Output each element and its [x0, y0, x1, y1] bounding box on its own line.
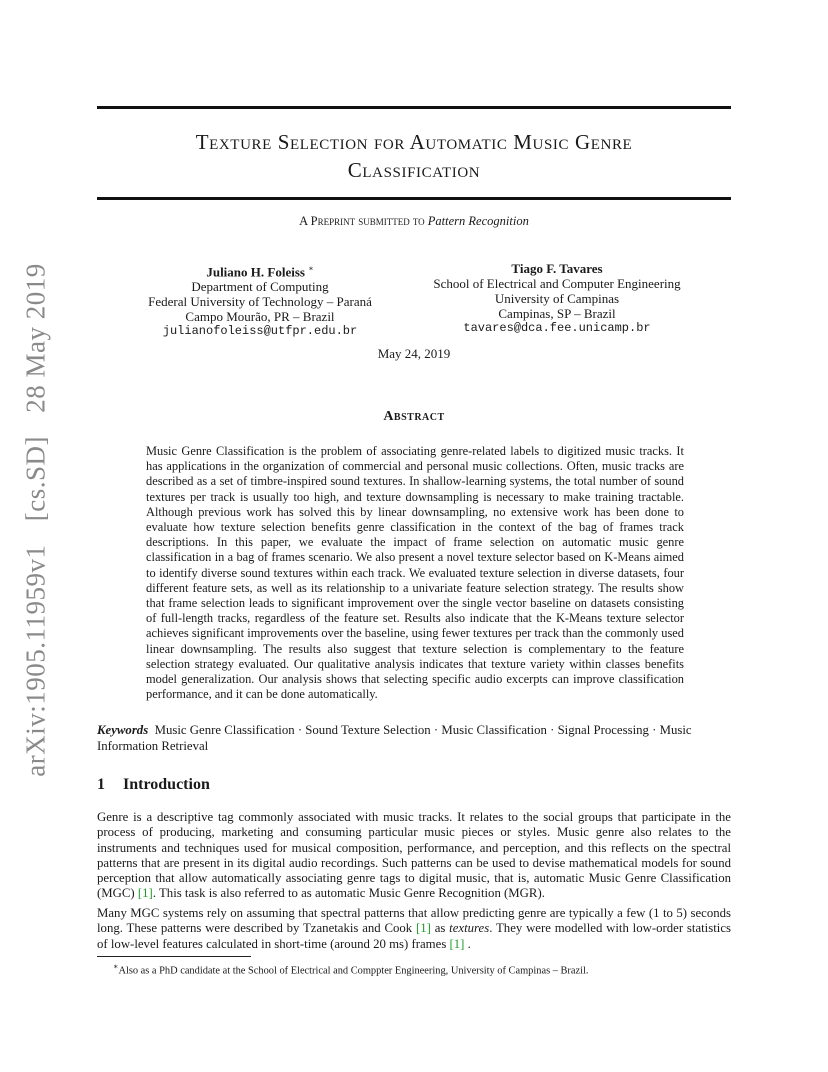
author-block-2 — [416, 261, 698, 336]
publication-date: May 24, 2019 — [377, 346, 451, 361]
intro-paragraph-2 — [97, 906, 731, 952]
arxiv-category: [cs.SD] — [20, 436, 51, 522]
author-footnote-marker: ∗ — [308, 264, 314, 273]
author-location: Campo Mourão, PR – Brazil — [185, 309, 335, 325]
author-institution: Federal University of Technology – Paraná — [148, 294, 372, 310]
section-number: 1 — [97, 776, 105, 793]
section-heading — [97, 776, 210, 794]
preprint-notice — [97, 214, 731, 229]
paragraph-text: as — [430, 921, 450, 936]
author-department: School of Electrical and Computer Engineering — [433, 276, 681, 291]
footnote-rule — [97, 956, 251, 957]
author-name: Tiago F. Tavares — [511, 261, 603, 276]
citation-link[interactable]: [1] — [137, 886, 153, 901]
title-bottom-rule — [97, 197, 731, 200]
author-institution: University of Campinas — [494, 291, 620, 306]
arxiv-sidebar-stamp — [21, 263, 52, 776]
title-line-2: Classification — [347, 158, 481, 182]
citation-link[interactable]: [1] — [449, 936, 465, 951]
journal-name: Pattern Recognition — [427, 214, 529, 228]
author-email[interactable]: julianofoleiss@utfpr.edu.br — [162, 324, 358, 339]
author-department: Department of Computing — [191, 279, 329, 295]
section-title: Introduction — [123, 776, 210, 793]
paragraph-text: . This task is also referred to as automatic Music Genre Recognition (MGR). — [152, 886, 545, 901]
paragraph-text: . They were modelled with low-order statistics of low-level features calculated in short-time (around 20 ms) frames — [97, 921, 731, 951]
arxiv-id: arXiv:1905.11959v1 — [20, 544, 51, 777]
arxiv-date: 28 May 2019 — [20, 263, 51, 413]
author-block-1 — [130, 261, 390, 339]
title-top-rule — [97, 106, 731, 109]
footnote-text: Also as a PhD candidate at the School of Electrical and Comppter Engineering, University of Campinas – Brazil. — [118, 965, 589, 977]
keywords-block — [97, 723, 731, 754]
author-name: Juliano H. Foleiss — [206, 264, 305, 280]
citation-link[interactable]: [1] — [416, 921, 431, 936]
author-email[interactable]: tavares@dca.fee.unicamp.br — [463, 321, 651, 335]
abstract-heading: Abstract — [383, 409, 445, 424]
keywords-label: Keywords — [97, 723, 149, 737]
keywords-text: Music Genre Classification · Sound Texture Selection · Music Classification · Signal Processing · Music Information Retrieval — [97, 723, 692, 753]
intro-paragraph-1 — [97, 810, 731, 902]
author-location: Campinas, SP – Brazil — [498, 306, 616, 321]
footnote — [113, 962, 589, 976]
paper-title — [97, 128, 731, 184]
title-line-1: Texture Selection for Automatic Music Genre — [195, 130, 633, 154]
footnote-marker: ∗ — [113, 962, 119, 971]
preprint-text: A Preprint submitted to — [299, 214, 425, 228]
paragraph-text: Many MGC systems rely on assuming that spectral patterns that allow predicting genre are typically a few (1 to 5) seconds long. These patterns were described by Tzanetakis and Cook — [97, 906, 731, 936]
paragraph-text: Genre is a descriptive tag commonly associated with music tracks. It relates to the social groups that participate in the process of producing, marketing and consuming particular music pieces or styles. Music genre also relates to the instruments and techniques used for musical composition, performance, and perception, and this reflects on the spectral patterns that are present in its digital audio recordings. Such patterns can be used to devise mathematical models for sound perception that allow automatically associating genre tags to digital music, that is, automatic Music Genre Classification (MGC) — [97, 810, 731, 901]
abstract-body: Music Genre Classification is the problem of associating genre-related labels to digitized music tracks. It has applications in the organization of commercial and personal music collections. Often, music tracks are described as a set of timbre-inspired sound textures. In shallow-learning systems, the total number of sound textures per track is usually too high, and texture downsampling is necessary to make training tractable. Although previous work has solved this by linear downsampling, no extensive work has been done to evaluate how texture selection benefits genre classification in the context of the bag of frames track descriptions. In this paper, we evaluate the impact of frame selection on automatic music genre classification in a bag of frames scenario. We also present a novel texture selector based on K-Means aimed to identify diverse sound textures within each track. We evaluated texture selection in diverse datasets, four different feature sets, as well as its relationship to a univariate feature selection strategy. The results show that frame selection leads to significant improvement over the single vector baseline on datasets consisting of full-length tracks, regardless of the feature set. Results also indicate that the K-Means texture selector achieves significant improvements over the baseline, using fewer textures per track than the commonly used linear downsampling. The results also suggest that texture selection is complementary to the feature selection strategy evaluated. Our qualitative analysis indicates that texture variety within classes benefits model generalization. Our analysis shows that selecting specific audio excerpts can improve classification performance, and it can be done automatically. — [146, 444, 684, 702]
emphasis-text: textures — [449, 921, 490, 936]
paragraph-text: . — [464, 936, 471, 951]
